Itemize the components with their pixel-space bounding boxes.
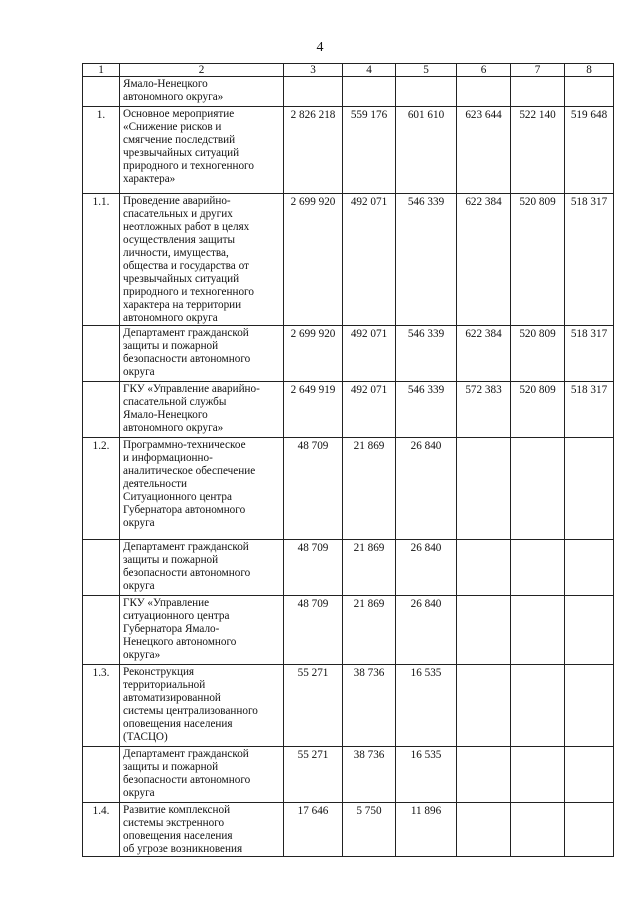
amount-cell: 520 809 [511, 382, 565, 438]
amount-cell: 16 535 [396, 747, 457, 803]
table-row [83, 382, 614, 438]
amount-cell: 546 339 [396, 382, 457, 438]
row-number-cell: 1.1. [83, 194, 120, 326]
amount-cell [396, 77, 457, 107]
header-cell: 6 [457, 64, 511, 77]
amount-cell [457, 438, 511, 540]
activity-description-cell: ГКУ «Управление ситуационного центра Губернатора Ямало- Ненецкого автономного округа» [120, 596, 284, 665]
amount-cell: 518 317 [565, 194, 614, 326]
amount-cell: 38 736 [343, 747, 396, 803]
amount-cell: 26 840 [396, 596, 457, 665]
row-number-cell [83, 326, 120, 382]
amount-cell: 492 071 [343, 194, 396, 326]
activity-description-cell: Реконструкция территориальной автоматизированной системы централизованного оповещения населения (ТАСЦО) [120, 665, 284, 747]
amount-cell [565, 438, 614, 540]
amount-cell [511, 438, 565, 540]
amount-cell [565, 540, 614, 596]
amount-cell: 519 648 [565, 107, 614, 194]
table-row [83, 194, 614, 326]
amount-cell: 2 699 920 [284, 326, 343, 382]
table-header-row [83, 64, 614, 77]
amount-cell: 21 869 [343, 540, 396, 596]
amount-cell: 2 826 218 [284, 107, 343, 194]
amount-cell: 11 896 [396, 803, 457, 857]
amount-cell: 2 699 920 [284, 194, 343, 326]
amount-cell [565, 596, 614, 665]
header-cell: 4 [343, 64, 396, 77]
row-number-cell: 1.4. [83, 803, 120, 857]
amount-cell: 21 869 [343, 596, 396, 665]
amount-cell [511, 540, 565, 596]
row-number-cell [83, 540, 120, 596]
amount-cell: 55 271 [284, 665, 343, 747]
amount-cell [511, 803, 565, 857]
amount-cell: 492 071 [343, 382, 396, 438]
amount-cell: 48 709 [284, 596, 343, 665]
activity-description-cell: Развитие комплексной системы экстренного оповещения населения об угрозе возникновения [120, 803, 284, 857]
amount-cell [457, 596, 511, 665]
table-row [83, 438, 614, 540]
amount-cell [565, 665, 614, 747]
amount-cell: 55 271 [284, 747, 343, 803]
activity-description-cell: Программно-техническое и информационно- аналитическое обеспечение деятельности Ситуационного центра Губернатора автономного округа [120, 438, 284, 540]
amount-cell: 518 317 [565, 382, 614, 438]
activity-description-cell: ГКУ «Управление аварийно- спасательной службы Ямало-Ненецкого автономного округа» [120, 382, 284, 438]
table-row [83, 665, 614, 747]
activity-description-cell: Основное мероприятие «Снижение рисков и смягчение последствий чрезвычайных ситуаций природного и техногенного характера» [120, 107, 284, 194]
amount-cell: 601 610 [396, 107, 457, 194]
amount-cell: 26 840 [396, 540, 457, 596]
amount-cell [565, 803, 614, 857]
amount-cell [284, 77, 343, 107]
amount-cell: 522 140 [511, 107, 565, 194]
amount-cell: 26 840 [396, 438, 457, 540]
amount-cell: 16 535 [396, 665, 457, 747]
table-row [83, 747, 614, 803]
amount-cell: 623 644 [457, 107, 511, 194]
amount-cell: 38 736 [343, 665, 396, 747]
amount-cell [511, 596, 565, 665]
table-row [83, 596, 614, 665]
header-cell: 3 [284, 64, 343, 77]
amount-cell: 48 709 [284, 540, 343, 596]
activity-description-cell: Департамент гражданской защиты и пожарной безопасности автономного округа [120, 747, 284, 803]
header-cell: 1 [83, 64, 120, 77]
amount-cell [511, 77, 565, 107]
table-row [83, 326, 614, 382]
header-cell: 5 [396, 64, 457, 77]
amount-cell: 5 750 [343, 803, 396, 857]
table-row [83, 77, 614, 107]
row-number-cell: 1. [83, 107, 120, 194]
activity-description-cell: Департамент гражданской защиты и пожарной безопасности автономного округа [120, 326, 284, 382]
row-number-cell [83, 382, 120, 438]
row-number-cell [83, 747, 120, 803]
amount-cell: 48 709 [284, 438, 343, 540]
amount-cell: 572 383 [457, 382, 511, 438]
amount-cell [457, 540, 511, 596]
table-row [83, 107, 614, 194]
amount-cell [511, 747, 565, 803]
amount-cell: 520 809 [511, 326, 565, 382]
activity-description-cell: Ямало-Ненецкого автономного округа» [120, 77, 284, 107]
amount-cell: 622 384 [457, 326, 511, 382]
amount-cell [343, 77, 396, 107]
amount-cell [457, 747, 511, 803]
amount-cell [457, 665, 511, 747]
amount-cell: 492 071 [343, 326, 396, 382]
table-row [83, 540, 614, 596]
amount-cell: 520 809 [511, 194, 565, 326]
row-number-cell: 1.2. [83, 438, 120, 540]
header-cell: 7 [511, 64, 565, 77]
row-number-cell [83, 77, 120, 107]
program-funding-table [82, 63, 614, 857]
amount-cell: 17 646 [284, 803, 343, 857]
amount-cell: 21 869 [343, 438, 396, 540]
page-number: 4 [316, 40, 324, 55]
activity-description-cell: Департамент гражданской защиты и пожарной безопасности автономного округа [120, 540, 284, 596]
header-cell: 8 [565, 64, 614, 77]
amount-cell: 518 317 [565, 326, 614, 382]
header-cell: 2 [120, 64, 284, 77]
row-number-cell [83, 596, 120, 665]
amount-cell: 559 176 [343, 107, 396, 194]
amount-cell [511, 665, 565, 747]
amount-cell [457, 77, 511, 107]
amount-cell [565, 77, 614, 107]
amount-cell: 2 649 919 [284, 382, 343, 438]
amount-cell [565, 747, 614, 803]
row-number-cell: 1.3. [83, 665, 120, 747]
table-row [83, 803, 614, 857]
amount-cell: 546 339 [396, 194, 457, 326]
amount-cell: 622 384 [457, 194, 511, 326]
amount-cell [457, 803, 511, 857]
amount-cell: 546 339 [396, 326, 457, 382]
activity-description-cell: Проведение аварийно- спасательных и других неотложных работ в целях осуществления защиты личности, имущества, общества и государства от чрезвычайных ситуаций природного и техногенного характера на территории автономного округа [120, 194, 284, 326]
